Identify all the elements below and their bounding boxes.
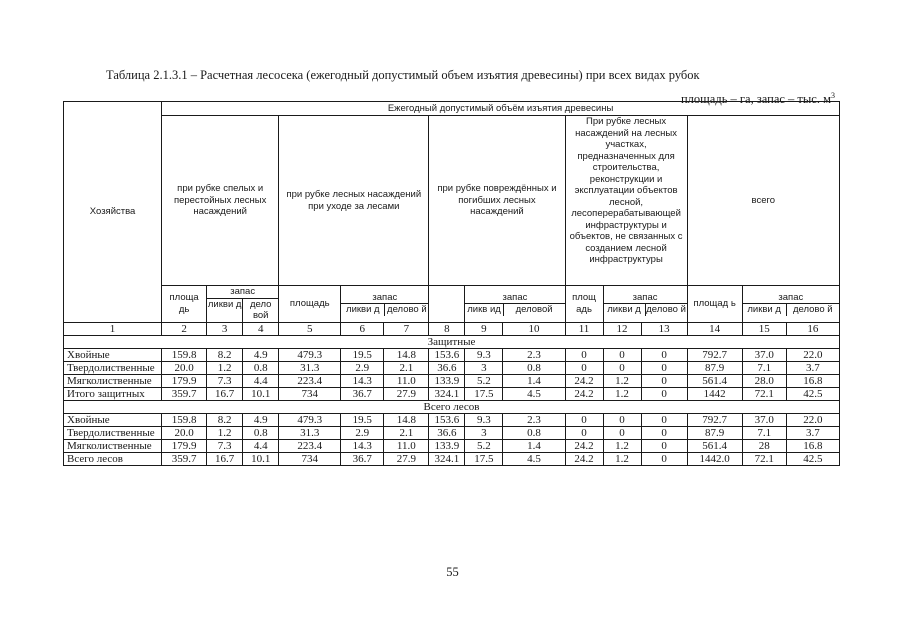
cell-value: 2.3 <box>503 413 565 426</box>
cell-value: 4.5 <box>503 387 565 400</box>
cell-value: 1.4 <box>503 374 565 387</box>
header-stock-sub-5 <box>743 304 839 316</box>
row-name: Итого защитных <box>64 387 162 400</box>
header-group-construction: При рубке лесных насаждений на лесных участках, предназначенных для строительства, реконструкции и эксплуатации объектов лесной, лесоперерабатывающей инфраструктуры и объектов, не связанных с созданием лесной инфраструктуры <box>565 116 687 286</box>
cell-value: 36.6 <box>429 426 465 439</box>
cell-value: 0 <box>641 413 687 426</box>
cell-value: 1.2 <box>603 374 641 387</box>
cell-value: 16.8 <box>786 439 839 452</box>
cell-value: 27.9 <box>384 387 429 400</box>
col-number: 5 <box>279 322 341 335</box>
col-number: 15 <box>742 322 786 335</box>
cell-value: 0.8 <box>503 361 565 374</box>
cell-value: 8.2 <box>207 348 243 361</box>
cell-value: 1.2 <box>603 452 641 465</box>
header-group-total: всего <box>687 116 839 286</box>
cell-value: 0 <box>603 361 641 374</box>
header-stock-label-5: запас <box>743 292 839 305</box>
cell-value: 9.3 <box>465 413 503 426</box>
cell-value: 11.0 <box>384 439 429 452</box>
cell-value: 42.5 <box>786 452 839 465</box>
cell-value: 20.0 <box>162 426 207 439</box>
cell-value: 0 <box>641 348 687 361</box>
cell-value: 31.3 <box>279 426 341 439</box>
cell-value: 0 <box>641 439 687 452</box>
cell-value: 14.3 <box>341 439 384 452</box>
col-number: 8 <box>429 322 465 335</box>
header-area-2: площадь <box>279 286 341 323</box>
cell-value: 16.7 <box>207 387 243 400</box>
table-container <box>63 101 840 466</box>
header-delovoy-4: делово й <box>646 304 686 316</box>
header-delovoy-2: делово й <box>387 304 427 316</box>
cell-value: 5.2 <box>465 439 503 452</box>
header-group-mature: при рубке спелых и перестойных лесных насаждений <box>162 116 279 286</box>
cell-value: 0 <box>565 361 603 374</box>
cell-value: 24.2 <box>565 374 603 387</box>
table-caption: Таблица 2.1.3.1 – Расчетная лесосека (ежегодный допустимый объем изъятия древесины) при всех видах рубок <box>106 68 700 82</box>
cell-value: 359.7 <box>162 452 207 465</box>
cell-value: 4.9 <box>243 348 279 361</box>
cell-value: 7.1 <box>742 361 786 374</box>
cell-value: 223.4 <box>279 374 341 387</box>
row-name: Хвойные <box>64 348 162 361</box>
cell-value: 4.5 <box>503 452 565 465</box>
cell-value: 20.0 <box>162 361 207 374</box>
cell-value: 87.9 <box>687 426 742 439</box>
table-row <box>64 452 840 465</box>
cell-value: 324.1 <box>429 452 465 465</box>
col-number: 10 <box>503 322 565 335</box>
col-number: 9 <box>465 322 503 335</box>
section-title: Защитные <box>64 335 840 348</box>
table-row <box>64 374 840 387</box>
header-stock-1 <box>207 286 279 323</box>
page-number: 55 <box>446 565 459 579</box>
col-number: 11 <box>565 322 603 335</box>
table-row <box>64 439 840 452</box>
cell-value: 2.3 <box>503 348 565 361</box>
cell-value: 1442.0 <box>687 452 742 465</box>
col-number: 12 <box>603 322 641 335</box>
cell-value: 159.8 <box>162 413 207 426</box>
header-stock-sub-1 <box>207 299 278 322</box>
cell-value: 0.8 <box>243 361 279 374</box>
col-number: 16 <box>786 322 839 335</box>
cell-value: 9.3 <box>465 348 503 361</box>
allowable-cut-table <box>63 101 840 466</box>
cell-value: 7.1 <box>742 426 786 439</box>
cell-value: 1442 <box>687 387 742 400</box>
header-delovoy-1: дело вой <box>249 298 272 321</box>
cell-value: 14.8 <box>384 413 429 426</box>
cell-value: 8.2 <box>207 413 243 426</box>
cell-value: 2.1 <box>384 426 429 439</box>
section-title: Всего лесов <box>64 400 840 413</box>
cell-value: 22.0 <box>786 413 839 426</box>
header-stock-2 <box>341 286 429 323</box>
column-numbers-row <box>64 322 840 335</box>
cell-value: 5.2 <box>465 374 503 387</box>
cell-value: 10.1 <box>243 387 279 400</box>
cell-value: 479.3 <box>279 413 341 426</box>
cell-value: 0 <box>641 361 687 374</box>
header-area-4: площ адь <box>565 286 603 323</box>
cell-value: 42.5 <box>786 387 839 400</box>
cell-value: 7.3 <box>207 439 243 452</box>
header-delovoy-5: делово й <box>792 304 833 316</box>
cell-value: 27.9 <box>384 452 429 465</box>
header-stock-sub-2 <box>341 304 428 316</box>
cell-value: 28.0 <box>742 374 786 387</box>
cell-value: 0 <box>641 374 687 387</box>
header-area-1: площа дь <box>162 286 207 323</box>
cell-value: 14.3 <box>341 374 384 387</box>
cell-value: 159.8 <box>162 348 207 361</box>
col-number: 13 <box>641 322 687 335</box>
cell-value: 1.2 <box>603 439 641 452</box>
cell-value: 22.0 <box>786 348 839 361</box>
cell-value: 1.2 <box>207 426 243 439</box>
cell-value: 0 <box>641 387 687 400</box>
header-group-damaged: при рубке повреждённых и погибших лесных насаждений <box>429 116 565 286</box>
col-number: 6 <box>341 322 384 335</box>
cell-value: 0 <box>565 413 603 426</box>
header-stock-5 <box>742 286 839 323</box>
cell-value: 7.3 <box>207 374 243 387</box>
cell-value: 11.0 <box>384 374 429 387</box>
header-farms: Хозяйства <box>64 102 162 323</box>
cell-value: 0 <box>603 426 641 439</box>
cell-value: 0 <box>603 348 641 361</box>
header-annual: Ежегодный допустимый объём изъятия древесины <box>162 102 840 116</box>
cell-value: 0 <box>565 426 603 439</box>
table-row <box>64 387 840 400</box>
cell-value: 87.9 <box>687 361 742 374</box>
table-body <box>64 335 840 465</box>
table-row <box>64 426 840 439</box>
header-group-thinning: при рубке лесных насаждений при уходе за лесами <box>279 116 429 286</box>
cell-value: 359.7 <box>162 387 207 400</box>
cell-value: 3 <box>465 361 503 374</box>
cell-value: 561.4 <box>687 439 742 452</box>
col-number: 4 <box>243 322 279 335</box>
header-stock-label-4: запас <box>604 292 687 305</box>
cell-value: 10.1 <box>243 452 279 465</box>
cell-value: 3.7 <box>786 361 839 374</box>
cell-value: 37.0 <box>742 348 786 361</box>
cell-value: 4.4 <box>243 439 279 452</box>
row-name: Всего лесов <box>64 452 162 465</box>
cell-value: 37.0 <box>742 413 786 426</box>
header-stock-4 <box>603 286 687 323</box>
cell-value: 0 <box>641 426 687 439</box>
header-stock-3 <box>465 286 565 323</box>
cell-value: 24.2 <box>565 452 603 465</box>
table-row <box>64 361 840 374</box>
cell-value: 2.9 <box>341 361 384 374</box>
row-name: Твердолиственные <box>64 361 162 374</box>
cell-value: 24.2 <box>565 439 603 452</box>
col-number: 3 <box>207 322 243 335</box>
cell-value: 223.4 <box>279 439 341 452</box>
cell-value: 153.6 <box>429 348 465 361</box>
cell-value: 72.1 <box>742 452 786 465</box>
cell-value: 1.4 <box>503 439 565 452</box>
header-area-3 <box>429 286 465 323</box>
cell-value: 734 <box>279 387 341 400</box>
cell-value: 17.5 <box>465 387 503 400</box>
header-stock-label-1: запас <box>207 286 278 299</box>
header-likvid-4: ликви д <box>604 304 646 316</box>
row-name: Мягколиственные <box>64 374 162 387</box>
cell-value: 1.2 <box>207 361 243 374</box>
header-stock-label-3: запас <box>465 292 564 305</box>
cell-value: 16.8 <box>786 374 839 387</box>
cell-value: 17.5 <box>465 452 503 465</box>
cell-value: 36.6 <box>429 361 465 374</box>
col-number: 14 <box>687 322 742 335</box>
cell-value: 153.6 <box>429 413 465 426</box>
cell-value: 31.3 <box>279 361 341 374</box>
cell-value: 133.9 <box>429 374 465 387</box>
header-stock-label-2: запас <box>341 292 428 305</box>
units-superscript: 3 <box>831 91 835 100</box>
cell-value: 36.7 <box>341 387 384 400</box>
cell-value: 0 <box>641 452 687 465</box>
cell-value: 179.9 <box>162 439 207 452</box>
header-area-5: площад ь <box>687 286 742 323</box>
cell-value: 179.9 <box>162 374 207 387</box>
row-name: Твердолиственные <box>64 426 162 439</box>
cell-value: 24.2 <box>565 387 603 400</box>
cell-value: 1.2 <box>603 387 641 400</box>
cell-value: 133.9 <box>429 439 465 452</box>
header-stock-sub-4 <box>604 304 687 316</box>
cell-value: 28 <box>742 439 786 452</box>
cell-value: 324.1 <box>429 387 465 400</box>
cell-value: 14.8 <box>384 348 429 361</box>
cell-value: 561.4 <box>687 374 742 387</box>
cell-value: 3.7 <box>786 426 839 439</box>
cell-value: 479.3 <box>279 348 341 361</box>
header-delovoy-3: деловой <box>515 304 553 316</box>
cell-value: 3 <box>465 426 503 439</box>
cell-value: 0.8 <box>503 426 565 439</box>
col-number: 1 <box>64 322 162 335</box>
cell-value: 16.7 <box>207 452 243 465</box>
cell-value: 4.9 <box>243 413 279 426</box>
header-likvid-2: ликви д <box>341 304 385 316</box>
col-number: 2 <box>162 322 207 335</box>
table-row <box>64 348 840 361</box>
header-stock-sub-3 <box>465 304 564 316</box>
section-row <box>64 335 840 348</box>
col-number: 7 <box>384 322 429 335</box>
section-row <box>64 400 840 413</box>
cell-value: 36.7 <box>341 452 384 465</box>
cell-value: 19.5 <box>341 413 384 426</box>
header-likvid-3: ликв ид <box>465 304 503 316</box>
row-name: Мягколиственные <box>64 439 162 452</box>
cell-value: 72.1 <box>742 387 786 400</box>
header-likvid-5: ликви д <box>743 304 787 316</box>
units-text: площадь – га, запас – тыс. м <box>680 92 831 107</box>
cell-value: 4.4 <box>243 374 279 387</box>
cell-value: 734 <box>279 452 341 465</box>
cell-value: 792.7 <box>687 413 742 426</box>
header-likvid-1: ликви д <box>207 299 243 322</box>
cell-value: 792.7 <box>687 348 742 361</box>
cell-value: 2.1 <box>384 361 429 374</box>
table-header <box>64 102 840 336</box>
table-row <box>64 413 840 426</box>
cell-value: 0 <box>603 413 641 426</box>
row-name: Хвойные <box>64 413 162 426</box>
cell-value: 2.9 <box>341 426 384 439</box>
cell-value: 0.8 <box>243 426 279 439</box>
cell-value: 0 <box>565 348 603 361</box>
cell-value: 19.5 <box>341 348 384 361</box>
